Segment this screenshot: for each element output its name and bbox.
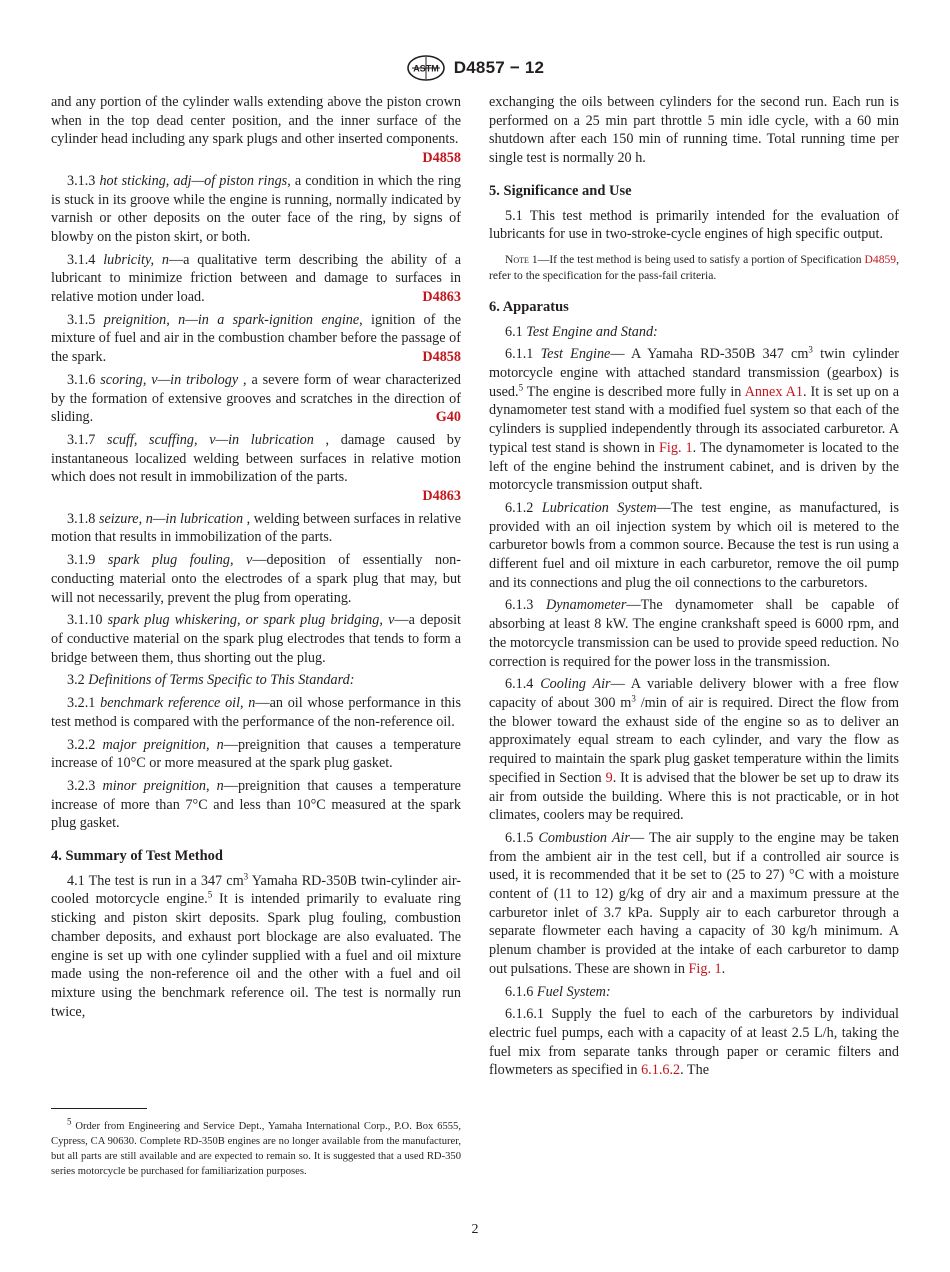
note-1: Note 1—If the test method is being used to satisfy a portion of Specification D4859, refer to the specification for the pass-fail criteria. bbox=[489, 252, 899, 282]
paragraph-6-1-6-1: 6.1.6.1 Supply the fuel to each of the carburetors by individual electric fuel pumps, each with a capacity of at least 2.5 L/h, taking the fuel mix from separate tanks through paper or ceramic filters and flowmeters as specified in 6.1.6.2. The bbox=[489, 1006, 899, 1079]
section-heading-4: 4. Summary of Test Method bbox=[51, 848, 223, 865]
reference-link[interactable]: D4863 bbox=[422, 289, 461, 306]
page-header bbox=[0, 54, 950, 82]
reference-link[interactable]: D4863 bbox=[422, 488, 461, 505]
paragraph-4-1: 4.1 The test is run in a 347 $cm^3$ Yamaha RD-350B twin-cylinder air-cooled motorcycle engine.$^5$ It is intended primarily to evaluate ring sticking and piston skirt deposits. Spark plug fouling, combustion chamber deposits, and exhaust port blockage are also evaluated. The engine is set up with one cylinder supplied with a fuel and oil mixture made using the non-reference oil and the other with a fuel and oil mixture using the benchmark reference oil. The test is normally run twice, bbox=[51, 870, 461, 1020]
right-column bbox=[489, 93, 899, 1084]
annex-link[interactable]: Annex A1 bbox=[744, 383, 803, 400]
svg-text:ASTM: ASTM bbox=[413, 63, 439, 74]
figure-link[interactable]: Fig. 1 bbox=[688, 960, 722, 977]
reference-link[interactable]: D4858 bbox=[422, 150, 461, 167]
definition-3-1-10: 3.1.10 spark plug whiskering, or spark plug bridging, v—a deposit of conductive material on the spark plug electrodes that tends to form a bridge between them, thus shorting out the plug. bbox=[51, 612, 461, 666]
section-link[interactable]: 6.1.6.2 bbox=[641, 1062, 681, 1079]
definition-3-2-1: 3.2.1 benchmark reference oil, n—an oil whose performance in this test method is compared with the performance of the non-reference oil. bbox=[51, 695, 461, 730]
figure-link[interactable]: Fig. 1 bbox=[659, 439, 693, 456]
section-link[interactable]: 9 bbox=[605, 769, 613, 786]
definition-3-1-9: 3.1.9 spark plug fouling, v—deposition of essentially non-conducting material onto the electrodes of a spark plug that may, but will not necessarily, prevent the plug from operating. bbox=[51, 552, 462, 606]
left-column bbox=[51, 93, 461, 1025]
section-heading-5: 5. Significance and Use bbox=[489, 182, 632, 199]
definition-3-1-5: 3.1.5 preignition, n—in a spark-ignition engine, ignition of the mixture of fuel and air in the combustion chamber before the passage of the spark. D4858 bbox=[51, 311, 462, 366]
paragraph-6-1-2: 6.1.2 Lubrication System—The test engine, as manufactured, is provided with an oil injection system by which oil is metered to the carburetor bowls from a common source. Because the test is run using a different fuel and oil mixture in each carburetor, remove the oil pump and its connections and plug the oil connections to the carburetors. bbox=[489, 499, 899, 591]
reference-link[interactable]: G40 bbox=[435, 409, 461, 426]
astm-logo-icon bbox=[406, 54, 446, 82]
section-3-2: 3.2 Definitions of Terms Specific to This Standard: bbox=[67, 672, 355, 689]
paragraph-6-1-1: 6.1.1 Test Engine— A Yamaha RD-350B 347 $cm^3$ twin cylinder motorcycle engine with attached standard transmission (gearbox) is used.$^5$ The engine is described more fully in Annex A1. It is set up on a dynamometer test stand with a modified fuel system so that each of the cylinders is supplied independently through its associated carburetor. A typical test stand is shown in Fig. 1. The dynamometer is located to the left of the engine behind the instrument cabinet, and is driven by the motorcycle transmission output shaft. bbox=[489, 344, 899, 494]
paragraph-continuation: exchanging the oils between cylinders for the second run. Each run is performed on a 25 min part throttle 5 min idle cycle, with a 60 min shutdown after each 150 min of running time. Total running time per single test is normally 20 h. bbox=[489, 94, 899, 167]
definition-3-1-6: 3.1.6 scoring, v—in tribology , a severe form of wear characterized by the formation of extensive grooves and scratches in the direction of sliding. G40 bbox=[51, 371, 461, 426]
paragraph-6-1-6: 6.1.6 Fuel System: bbox=[505, 983, 611, 1000]
paragraph-6-1-5: 6.1.5 Combustion Air— The air supply to the engine may be taken from the ambient air in the test cell, but if a controlled air source is used, it is recommended that it be set to (25 to 27) °C with a moisture content of (11 to 12) g/kg of dry air and a maximum pressure at the carburetor inlet of 3.7 kPa. Supply air to each carburetor through a separate flowmeter each having a capacity of 30 kg/h minimum. A plenum chamber is provided at the intake of each carburetor to damp out pulsations. These are shown in Fig. 1. bbox=[489, 829, 899, 977]
page-number: 2 bbox=[471, 1222, 479, 1237]
section-heading-6: 6. Apparatus bbox=[489, 298, 569, 315]
definition-3-2-2: 3.2.2 major preignition, n—preignition that causes a temperature increase of 10°C or more measured at the spark plug gasket. bbox=[51, 736, 461, 772]
footnote-marker[interactable]: 5 bbox=[207, 889, 213, 900]
paragraph-5-1: 5.1 This test method is primarily intended for the evaluation of lubricants for use in two-stroke-cycle engines of high specific output. bbox=[489, 207, 899, 243]
paragraph-6-1-4: 6.1.4 Cooling Air— A variable delivery blower with a free flow capacity of about 300 $m^3$ /min of air is required. Direct the flow from the blower toward the exhaust side of the engine so as to deliver an approximately equal stream to each cylinder, and vary the flow as required to maintain the spark plug gasket temperature within the limits specified in Section 9. It is advised that the blower be set up to draw its air from outside the building. Where this is not practicable, or in hot climates, coolers may be required. bbox=[489, 676, 899, 824]
paragraph-6-1: 6.1 Test Engine and Stand: bbox=[505, 323, 658, 340]
footnote-marker[interactable]: 5 bbox=[518, 382, 524, 392]
definition-3-1-4: 3.1.4 lubricity, n—a qualitative term describing the ability of a lubricant to minimize friction between and damage to surfaces in relative motion under load. D4863 bbox=[51, 251, 461, 306]
definition-3-1-3: 3.1.3 hot sticking, adj—of piston rings, a condition in which the ring is stuck in its groove while the engine is running, normally indicated by varnish or other deposits on the outer face of the ring, by signs of blowby on the piston skirt, or both. bbox=[51, 172, 461, 245]
paragraph-continuation: and any portion of the cylinder walls extending above the piston crown when in the top dead center position, and the inner surface of the cylinder head including any spark plugs and other inserted components. D4858 bbox=[51, 94, 461, 167]
definition-3-1-7: 3.1.7 scuff, scuffing, v—in lubrication , damage caused by instantaneous localized welding between surfaces in relative motion which does not result in immobilization of the parts. D4863 bbox=[51, 431, 461, 505]
footnote-divider bbox=[51, 1108, 147, 1109]
paragraph-6-1-3: 6.1.3 Dynamometer—The dynamometer shall be capable of absorbing at least 8 kW. The engine crankshaft speed is 6000 rpm, and the motorcycle transmission can be used to provide speed reduction. No correction is required for the power loss in the transmission. bbox=[489, 597, 900, 670]
footnote: $^5$ Order from Engineering and Service Dept., Yamaha International Corp., P.O. Box 6555, Cypress, CA 90630. Complete RD-350B engines are no longer available from the manufacturer, but all parts are still available and are expected to remain so. It is suggested that a used RD-350 series motorcycle be purchased for familiarization purposes. bbox=[51, 1116, 461, 1177]
specification-link[interactable]: D4859 bbox=[864, 252, 897, 266]
reference-link[interactable]: D4858 bbox=[422, 349, 461, 366]
definition-3-2-3: 3.2.3 minor preignition, n—preignition that causes a temperature increase of more than 7°C and less than 10°C measured at the spark plug gasket. bbox=[51, 777, 461, 832]
definition-3-1-8: 3.1.8 seizure, n—in lubrication , welding between surfaces in relative motion that results in immobilization of the parts. bbox=[51, 510, 461, 546]
standard-designation: D4857 − 12 bbox=[453, 58, 545, 77]
